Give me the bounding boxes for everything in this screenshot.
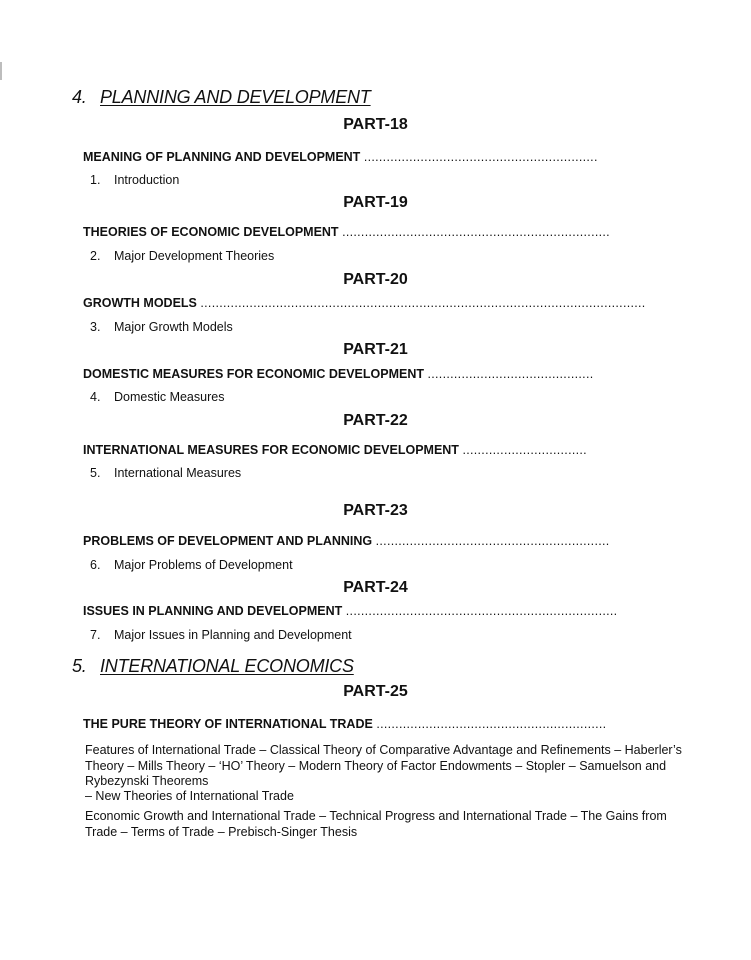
topic-paragraph: – New Theories of International Trade (85, 789, 294, 803)
chapter-title: INTERNATIONAL MEASURES FOR ECONOMIC DEVELOPMENT (83, 443, 459, 457)
list-item (90, 466, 241, 480)
chapter-title: THE PURE THEORY OF INTERNATIONAL TRADE (83, 717, 373, 731)
page-edge-mark (0, 62, 2, 80)
item-text: Domestic Measures (114, 390, 225, 404)
item-number: 4. (90, 390, 101, 404)
chapter-entry[interactable] (83, 604, 617, 618)
dot-leader: ...................................................................................................................... (200, 296, 646, 310)
item-text: International Measures (114, 466, 242, 480)
chapter-entry[interactable] (83, 225, 610, 239)
chapter-entry[interactable] (83, 296, 646, 310)
topic-paragraph: Economic Growth and International Trade – Technical Progress and International Trade – The Gains from Trade – Terms of Trade – Prebisch-Singer Thesis (85, 809, 667, 839)
item-text: Introduction (114, 173, 180, 187)
chapter-title: PROBLEMS OF DEVELOPMENT AND PLANNING (83, 534, 373, 548)
section-title-planning (72, 87, 371, 108)
chapter-title: THEORIES OF ECONOMIC DEVELOPMENT (83, 225, 339, 239)
chapter-entry[interactable] (83, 717, 606, 731)
section-number: 4. (72, 87, 87, 107)
list-item (90, 628, 352, 642)
item-number: 6. (90, 558, 101, 572)
part-heading: PART-24 (343, 579, 408, 596)
part-heading: PART-19 (343, 194, 408, 211)
item-text: Major Growth Models (114, 320, 233, 334)
part-heading: PART-25 (343, 683, 408, 700)
section-number: 5. (72, 656, 87, 676)
list-item (90, 558, 293, 572)
item-number: 5. (90, 466, 101, 480)
chapter-title: GROWTH MODELS (83, 296, 197, 310)
dot-leader: ............................................ (427, 367, 594, 381)
item-number: 2. (90, 249, 101, 263)
list-item (90, 390, 224, 404)
chapter-entry[interactable] (83, 150, 598, 164)
item-text: Major Issues in Planning and Development (114, 628, 352, 642)
item-number: 1. (90, 173, 101, 187)
chapter-entry[interactable] (83, 367, 594, 381)
section-title-text: INTERNATIONAL ECONOMICS (100, 656, 354, 676)
dot-leader: .............................................................. (363, 150, 598, 164)
dot-leader: ............................................................. (376, 717, 607, 731)
topic-paragraph: Features of International Trade – Classical Theory of Comparative Advantage and Refinements – Haberler’s Theory – Mills Theory – ‘HO’ Theory – Modern Theory of Factor Endowments – Stopler – Samuelson and Rybezynski Theorems (85, 743, 682, 788)
dot-leader: .............................................................. (375, 534, 610, 548)
list-item (90, 320, 233, 334)
section-title-text: PLANNING AND DEVELOPMENT (100, 87, 371, 107)
part-heading: PART-23 (343, 502, 408, 519)
part-heading: PART-18 (343, 116, 408, 133)
part-heading: PART-20 (343, 271, 408, 288)
chapter-entry[interactable] (83, 534, 610, 548)
part-heading: PART-21 (343, 341, 408, 358)
item-number: 7. (90, 628, 101, 642)
chapter-entry[interactable] (83, 443, 587, 457)
part-heading: PART-22 (343, 412, 408, 429)
chapter-title: ISSUES IN PLANNING AND DEVELOPMENT (83, 604, 343, 618)
item-text: Major Development Theories (114, 249, 275, 263)
dot-leader: ........................................................................ (345, 604, 618, 618)
list-item (90, 173, 179, 187)
item-text: Major Problems of Development (114, 558, 293, 572)
dot-leader: ....................................................................... (342, 225, 610, 239)
list-item (90, 249, 274, 263)
dot-leader: ................................. (462, 443, 587, 457)
section-title-international (72, 656, 354, 677)
chapter-title: MEANING OF PLANNING AND DEVELOPMENT (83, 150, 361, 164)
item-number: 3. (90, 320, 101, 334)
chapter-title: DOMESTIC MEASURES FOR ECONOMIC DEVELOPMENT (83, 367, 424, 381)
